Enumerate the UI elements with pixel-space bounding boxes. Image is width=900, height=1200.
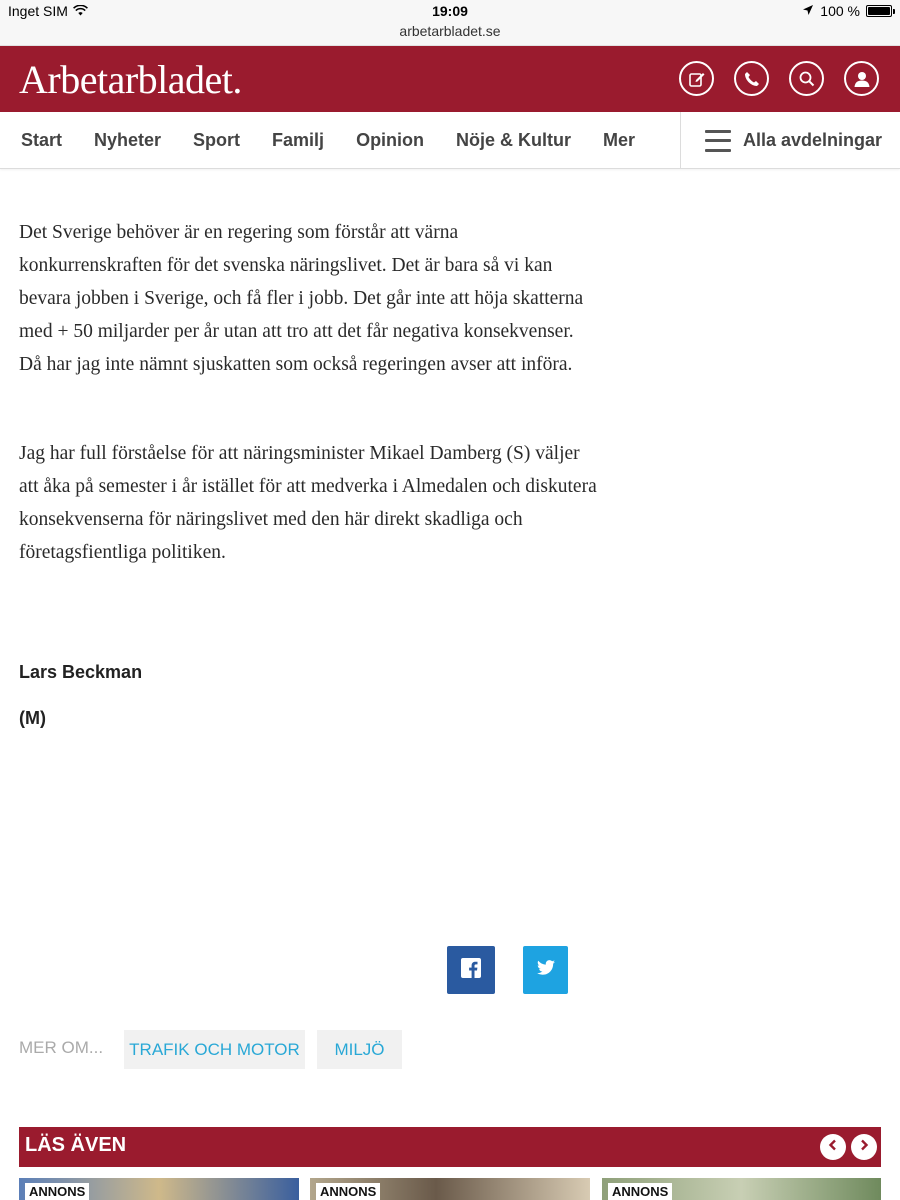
related-title: LÄS ÄVEN: [25, 1134, 127, 1156]
related-header: [19, 1127, 881, 1167]
author-name: Lars Beckman: [19, 662, 143, 682]
carousel-prev-button[interactable]: [820, 1134, 846, 1160]
chevron-right-icon: [858, 1138, 870, 1156]
related-card[interactable]: [310, 1178, 590, 1200]
url-bar[interactable]: arbetarbladet.se: [399, 23, 501, 39]
all-sections-button[interactable]: [680, 112, 900, 169]
hamburger-icon: [705, 130, 731, 152]
nav-item-start[interactable]: Start: [21, 130, 63, 150]
ad-badge: ANNONS: [25, 1183, 89, 1200]
nav-items: [21, 112, 635, 169]
edit-icon[interactable]: [679, 61, 714, 96]
nav-item-noje-kultur[interactable]: Nöje & Kultur: [456, 130, 572, 150]
battery-percent: 100 %: [820, 3, 860, 19]
related-card[interactable]: [602, 1178, 881, 1200]
ad-badge: ANNONS: [608, 1183, 672, 1200]
share-facebook-button[interactable]: [447, 946, 495, 994]
search-icon[interactable]: [789, 61, 824, 96]
location-arrow-icon: [802, 3, 814, 19]
twitter-icon: [537, 960, 555, 980]
status-right: [802, 3, 892, 19]
tags-label: MER OM...: [19, 1038, 104, 1057]
phone-icon[interactable]: [734, 61, 769, 96]
article-body: [19, 216, 599, 569]
nav-item-sport[interactable]: Sport: [193, 130, 241, 150]
share-twitter-button[interactable]: [523, 946, 568, 994]
carousel-next-button[interactable]: [851, 1134, 877, 1160]
facebook-icon: [461, 958, 481, 983]
all-sections-label: Alla avdelningar: [743, 130, 883, 150]
related-card[interactable]: [19, 1178, 299, 1200]
battery-icon: [866, 5, 892, 17]
nav-item-familj[interactable]: Familj: [272, 130, 325, 150]
masthead-actions: [679, 61, 879, 96]
nav-item-opinion[interactable]: Opinion: [356, 130, 425, 150]
article-paragraph: Jag har full förståelse för att näringsminister Mikael Damberg (S) väljer att åka på semester i år istället för att medverka i Almedalen och diskutera konsekvenserna för näringslivet med den här direkt skadliga och företagsfientliga politiken.: [19, 443, 597, 563]
article-paragraph: Det Sverige behöver är en regering som förstår att värna konkurrenskraften för det svenska näringslivet. Det är bara så vi kan bevara jobben i Sverige, och få fler i jobb. Det går inte att höja skatterna med + 50 miljarder per år utan att tro att det får negativa konsekvenser. Då har jag inte nämnt sjuskatten som också regeringen avser att införa.: [19, 222, 584, 375]
status-bar: [0, 0, 900, 46]
section-nav: [0, 112, 900, 169]
site-logo[interactable]: Arbetarbladet.: [19, 57, 242, 102]
author-party: (M): [19, 708, 46, 728]
user-icon[interactable]: [844, 61, 879, 96]
tag-miljo[interactable]: MILJÖ: [317, 1030, 402, 1069]
clock: 19:09: [432, 3, 468, 19]
chevron-left-icon: [827, 1138, 839, 1156]
masthead: [0, 46, 900, 112]
carrier-label: Inget SIM: [8, 3, 68, 19]
nav-item-mer[interactable]: Mer: [603, 130, 636, 150]
ad-badge: ANNONS: [316, 1183, 380, 1200]
nav-item-nyheter[interactable]: Nyheter: [94, 130, 162, 150]
tag-trafik-och-motor[interactable]: TRAFIK OCH MOTOR: [124, 1030, 305, 1069]
